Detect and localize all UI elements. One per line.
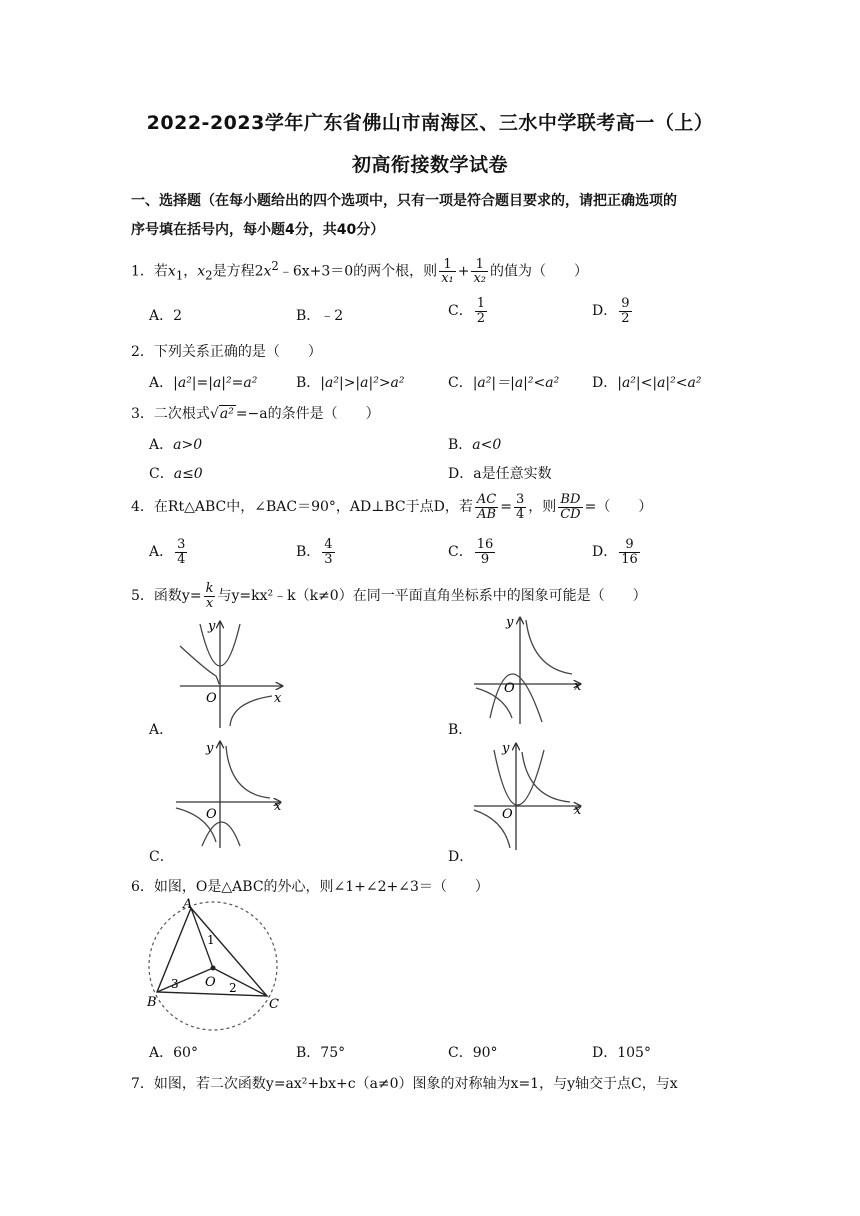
svg-text:x: x	[274, 799, 282, 814]
q1-sup: 2	[271, 259, 279, 273]
q4-option-c: C． $\frac{16}{9}$	[448, 537, 494, 567]
q5-label-d: D．	[448, 849, 474, 865]
q3-option-c: C．a≤0	[149, 466, 203, 482]
q1-option-c: C． $\frac{1}{2}$	[448, 296, 485, 326]
svg-text:O: O	[502, 807, 513, 822]
q1-option-a: A．2	[149, 308, 183, 324]
q1-x1: x	[167, 263, 176, 280]
q2-option-d: D．|a²|<|a|²<a²	[592, 375, 702, 391]
question-7: 7．如图，若二次函数y=ax²+bx+c（a≠0）图象的对称轴为x=1，与y轴交于点C，与x	[131, 1076, 678, 1092]
q2-option-c: C．|a²|＝|a|²<a²	[448, 375, 560, 391]
svg-text:B: B	[147, 995, 157, 1010]
q4-option-d: D． $\frac{9}{16}$	[592, 537, 638, 567]
question-4: 4．在Rt△ABC中，∠BAC＝90°，AD⊥BC于点D，若 $\frac{AC}{AB}$ = $\frac{3}{4}$ ，则 $\frac{BD}{CD}$ =（ ）	[131, 491, 653, 522]
q3-option-a: A．a>0	[149, 437, 203, 453]
svg-text:y: y	[502, 741, 510, 756]
svg-text:O: O	[504, 681, 515, 696]
svg-text:O: O	[205, 975, 216, 990]
section-header-line-2: 序号填在括号内，每小题4分，共40分）	[131, 222, 385, 238]
q1-plus: +	[457, 263, 470, 280]
svg-text:x: x	[574, 679, 582, 694]
svg-text:y: y	[206, 741, 214, 756]
q1-fraction-2: $\frac{1}{\text{x₂}}$	[473, 256, 487, 287]
question-6: 6．如图，O是△ABC的外心，则∠1+∠2+∠3＝（ ）	[131, 879, 489, 895]
q1-option-d: D． $\frac{9}{2}$	[592, 296, 630, 326]
question-3: 3．二次根式√a² =−a的条件是（ ）	[131, 406, 380, 422]
q6-figure	[145, 898, 285, 1034]
q3-option-d: D．a是任意实数	[448, 466, 552, 482]
q6-option-b: B．75°	[296, 1045, 346, 1061]
q4-fraction-bd-cd: $\frac{BD}{CD}$	[560, 491, 581, 522]
question-2: 2．下列关系正确的是（ ）	[131, 344, 322, 360]
q1-sub1: 1	[175, 268, 184, 283]
q6-option-a: A．60°	[149, 1045, 198, 1061]
q1-fraction-1: $\frac{1}{\text{x₁}}$	[441, 256, 454, 287]
q2-option-b: B．|a²|>|a|²>a²	[296, 375, 405, 391]
q1-x2: x	[197, 263, 206, 280]
q5-graph-a	[172, 618, 292, 730]
q1-text-d: 的值为（ ）	[490, 263, 589, 280]
q5-label-b: B．	[448, 722, 473, 738]
q5-label-a: A．	[149, 722, 174, 738]
q1-comma: ，	[183, 263, 198, 280]
q3-option-b: B．a<0	[448, 437, 502, 453]
q4-option-b: B． $\frac{4}{3}$	[296, 537, 333, 567]
q1-text-c: ﹣6x+3＝0的两个根，则	[278, 263, 438, 280]
q5-label-c: C．	[149, 849, 174, 865]
q5-graph-d	[472, 740, 592, 852]
q1-option-b: B．﹣2	[296, 308, 344, 324]
svg-text:y: y	[208, 619, 216, 634]
title-line-2: 初高衔接数学试卷	[351, 154, 508, 176]
q1-sub2: 2	[205, 268, 213, 283]
svg-text:y: y	[506, 615, 514, 630]
svg-text:2: 2	[229, 981, 237, 995]
q6-option-c: C．90°	[448, 1045, 498, 1061]
svg-text:O: O	[206, 691, 217, 706]
title-line-1: 2022-2023学年广东省佛山市南海区、三水中学联考高一（上）	[146, 112, 714, 134]
q4-option-a: A． $\frac{3}{4}$	[149, 537, 186, 567]
q5-graph-c	[172, 738, 292, 850]
section-header-line-1: 一、选择题（在每小题给出的四个选项中，只有一项是符合题目要求的，请把正确选项的	[131, 193, 677, 209]
question-1	[131, 252, 588, 289]
q6-option-d: D．105°	[592, 1045, 651, 1061]
q4-fraction-3-4: $\frac{3}{4}$	[515, 491, 525, 522]
q1-number: 1．	[131, 263, 154, 280]
q1-var-x: x	[263, 263, 272, 280]
svg-text:A: A	[183, 898, 193, 912]
q1-text-a: 若	[153, 263, 168, 280]
question-5: 5．函数y= $\frac{k}{x}$ 与y=kx²﹣k（k≠0）在同一平面直角坐标系中的图象可能是（ ）	[131, 581, 647, 611]
q4-fraction-ac-ab: $\frac{AC}{AB}$	[476, 491, 497, 522]
svg-text:x: x	[274, 691, 282, 706]
q2-option-a: A．|a²|=|a|²=a²	[149, 375, 258, 391]
svg-text:1: 1	[207, 933, 215, 947]
svg-text:x: x	[574, 803, 582, 818]
svg-text:C: C	[269, 997, 279, 1012]
q1-text-b: 是方程2	[212, 263, 264, 280]
svg-text:3: 3	[171, 977, 179, 991]
svg-text:O: O	[206, 807, 217, 822]
q5-graph-b	[472, 614, 592, 726]
